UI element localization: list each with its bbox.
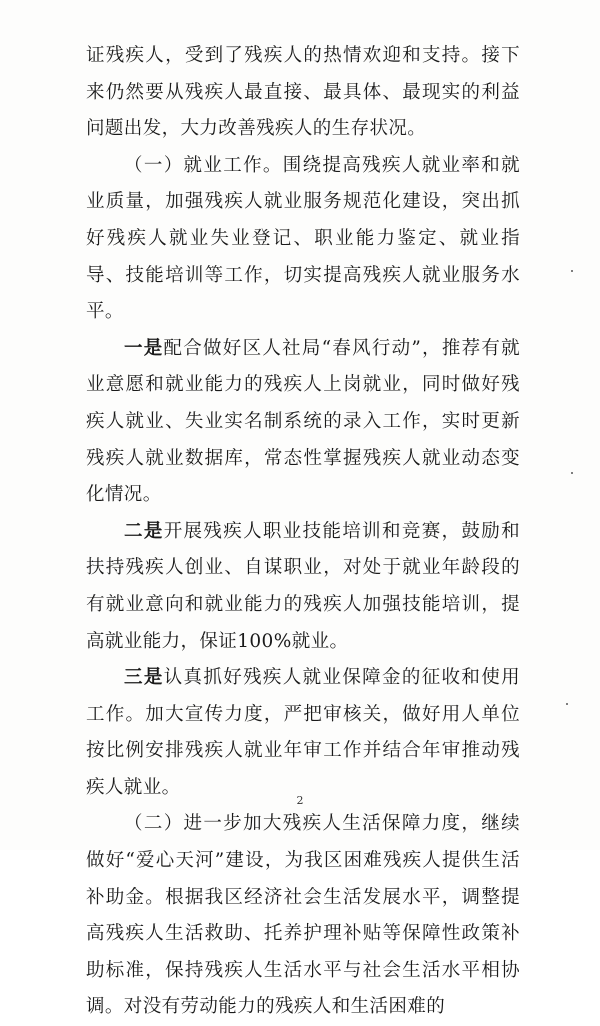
paragraph-intro xyxy=(86,38,520,148)
paragraph-item-three xyxy=(86,660,520,806)
paragraph-text: 配合做好区人社局“春风行动”，推荐有就业意愿和就业能力的残疾人上岗就业，同时做好残疾人就业、失业实名制系统的录入工作，实时更新残疾人就业数据库，常态性掌握残疾人就业动态变化情况。 xyxy=(86,337,520,506)
page-number: 2 xyxy=(296,794,304,807)
paragraph-employment xyxy=(86,148,520,331)
paragraph-item-two xyxy=(86,514,520,660)
scan-speck xyxy=(571,270,573,272)
scan-speck xyxy=(571,472,573,474)
paragraph-lead: 一是 xyxy=(124,337,164,359)
paragraph-living-security xyxy=(86,806,520,1026)
scan-speck xyxy=(566,703,568,705)
paragraph-text: 开展残疾人职业技能培训和竞赛，鼓励和扶持残疾人创业、自谋职业，对处于就业年龄段的有就业意向和就业能力的残疾人加强技能培训，提高就业能力，保证100%就业。 xyxy=(86,520,520,652)
paragraph-text: 认真抓好残疾人就业保障金的征收和使用工作。加大宣传力度，严把审核关，做好用人单位按比例安排残疾人就业年审工作并结合年审推动残疾人就业。 xyxy=(86,667,520,798)
body-text xyxy=(86,38,520,1026)
paragraph-text: （二）进一步加大残疾人生活保障力度，继续做好“爱心天河”建设，为我区困难残疾人提供生活补助金。根据我区经济社会生活发展水平，调整提高残疾人生活救助、托养护理补贴等保障性政策补助标准，保持残疾人生活水平与社会生活水平相协调。对没有劳动能力的残疾人和生活困难的 xyxy=(86,813,520,1018)
paragraph-text: （一）就业工作。围绕提高残疾人就业率和就业质量，加强残疾人就业服务规范化建设，突出抓好残疾人就业失业登记、职业能力鉴定、就业指导、技能培训等工作，切实提高残疾人就业服务水平。 xyxy=(86,154,520,323)
paragraph-text: 证残疾人，受到了残疾人的热情欢迎和支持。接下来仍然要从残疾人最直接、最具体、最现实的利益问题出发，大力改善残疾人的生存状况。 xyxy=(86,45,520,140)
paragraph-lead: 三是 xyxy=(124,667,164,689)
paragraph-lead: 二是 xyxy=(124,520,164,542)
paragraph-item-one xyxy=(86,331,520,514)
